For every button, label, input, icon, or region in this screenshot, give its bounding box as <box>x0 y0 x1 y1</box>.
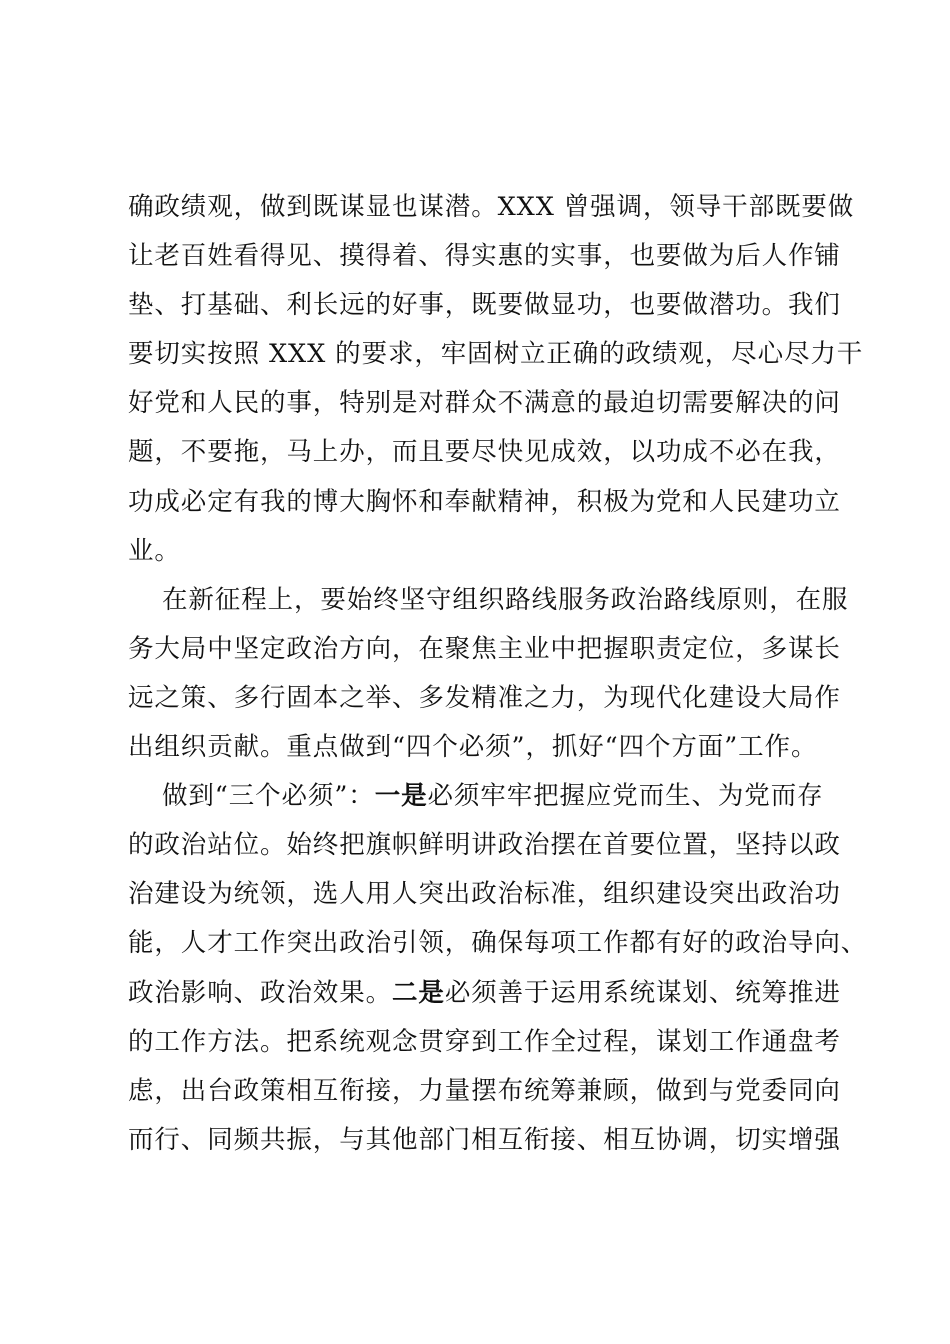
text-run: 而行、同频共振，与其他部门相互衔接、相互协调，切实增强 <box>128 1124 841 1155</box>
text-run: 要切实按照 XXX 的要求，牢固树立正确的政绩观，尽心尽力干 <box>128 339 864 370</box>
text-line <box>128 379 841 428</box>
text-run: 必须善于运用系统谋划、统筹推进 <box>444 977 841 1008</box>
text-run: 务大局中坚定政治方向，在聚焦主业中把握职责定位，多谋长 <box>128 633 841 664</box>
text-run: 好党和人民的事，特别是对群众不满意的最迫切需要解决的问 <box>128 388 841 419</box>
text-run: 出组织贡献。重点做到“四个必须”，抓好“四个方面”工作。 <box>128 732 818 763</box>
text-run: 治建设为统领，选人用人突出政治标准，组织建设突出政治功 <box>128 879 841 910</box>
text-run: 政治影响、政治效果。 <box>128 977 393 1008</box>
text-line <box>128 232 841 281</box>
bold-emphasis: 二是 <box>392 977 445 1008</box>
text-line <box>128 625 841 674</box>
text-run: 做到“三个必须”： <box>162 781 375 812</box>
paragraph-first-line <box>128 772 838 821</box>
text-line <box>128 330 864 379</box>
text-line <box>128 1067 841 1116</box>
text-line <box>128 919 868 968</box>
text-run: 题，不要拖，马上办，而且要尽快见成效，以功成不必在我， <box>128 437 841 468</box>
text-line <box>128 183 855 232</box>
body-text <box>128 183 868 1165</box>
text-line <box>128 969 841 1018</box>
text-line <box>128 527 838 576</box>
text-line <box>128 1116 841 1165</box>
text-line <box>128 428 841 477</box>
text-run: 的政治站位。始终把旗帜鲜明讲政治摆在首要位置，坚持以政 <box>128 830 841 861</box>
text-run: 能，人才工作突出政治引领，确保每项工作都有好的政治导向、 <box>128 928 868 959</box>
text-line <box>128 821 841 870</box>
text-run: 确政绩观，做到既谋显也谋潜。XXX 曾强调，领导干部既要做 <box>128 192 855 222</box>
text-run: 在新征程上，要始终坚守组织路线服务政治路线原则，在服 <box>162 584 849 615</box>
text-run: 业。 <box>128 535 181 566</box>
text-run: 功成必定有我的博大胸怀和奉献精神，积极为党和人民建功立 <box>128 486 841 517</box>
text-line <box>128 1018 841 1067</box>
text-run: 远之策、多行固本之举、多发精准之力，为现代化建设大局作 <box>128 682 841 713</box>
text-line <box>128 723 838 772</box>
text-run: 让老百姓看得见、摸得着、得实惠的实事，也要做为后人作铺 <box>128 241 841 272</box>
text-line <box>128 870 841 919</box>
paragraph-first-line <box>128 576 849 625</box>
text-run: 垫、打基础、利长远的好事，既要做显功，也要做潜功。我们 <box>128 290 841 321</box>
text-line <box>128 478 841 527</box>
text-line <box>128 674 841 723</box>
text-run: 的工作方法。把系统观念贯穿到工作全过程，谋划工作通盘考 <box>128 1026 841 1057</box>
bold-emphasis: 一是 <box>374 781 428 812</box>
text-run: 虑，出台政策相互衔接，力量摆布统筹兼顾，做到与党委同向 <box>128 1075 841 1106</box>
text-line <box>128 281 841 330</box>
text-run: 必须牢牢把握应党而生、为党而存 <box>427 781 824 812</box>
